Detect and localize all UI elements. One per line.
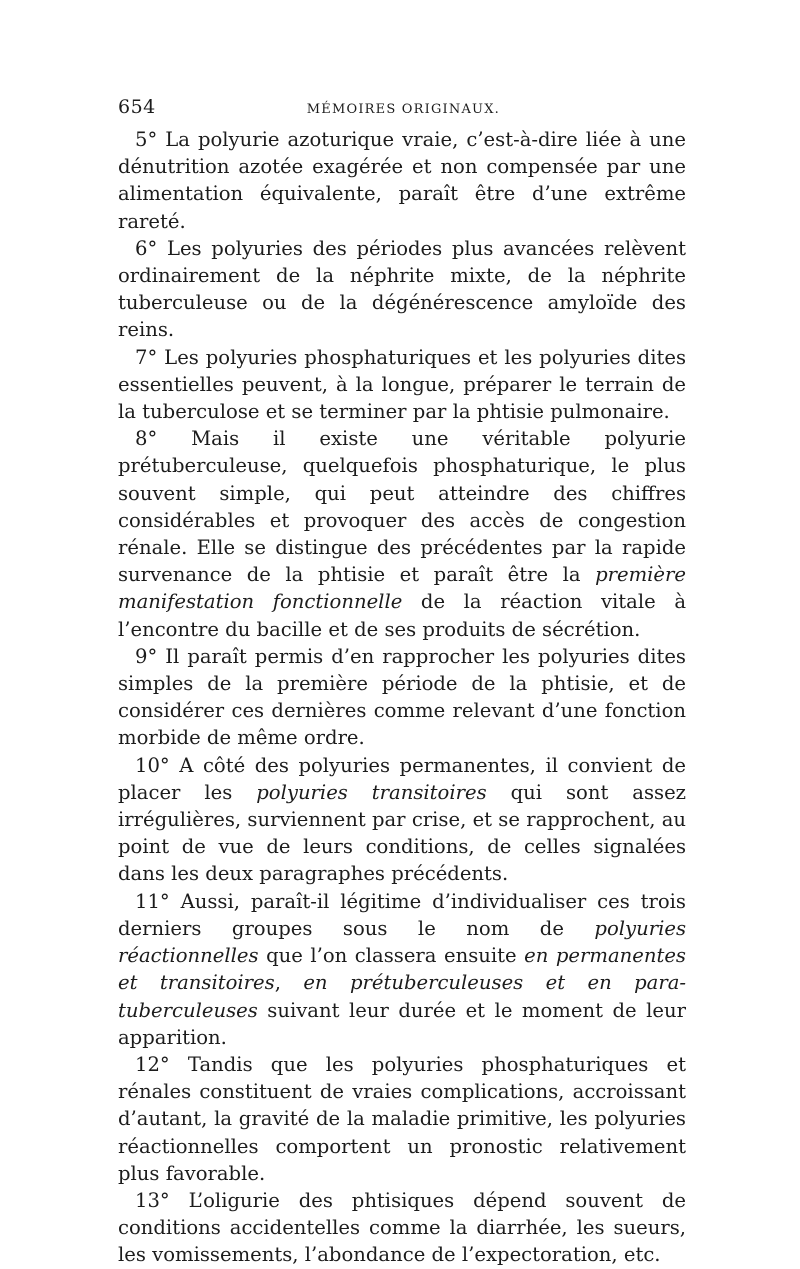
- paragraph-number: 6°: [135, 236, 158, 260]
- paragraph-text: A côté des polyuries permanentes, il convient de placer les: [118, 753, 686, 804]
- body-text: [118, 126, 686, 1269]
- italic-term: polyuries transitoires: [256, 780, 487, 804]
- conclusion-paragraph: [118, 126, 686, 235]
- paragraph-text: que l’on classera ensuite: [258, 944, 525, 968]
- paragraph-text: Aussi, paraît-il légitime d’individualiser ces trois derniers groupes sous le nom de: [118, 889, 686, 940]
- paragraph-text: Les polyuries des périodes plus avancées relèvent ordinairement de la néphrite mixte, de la néphrite tuberculeuse ou de la dégénérescence amyloïde des reins.: [118, 236, 686, 342]
- conclusion-paragraph: [118, 1051, 686, 1187]
- paragraph-text: Il paraît permis d’en rapprocher les polyuries dites simples de la première période de la phtisie, et de considérer ces dernières comme relevant d’une fonction morbide de même ordre.: [118, 644, 686, 750]
- paragraph-number: 12°: [135, 1052, 170, 1076]
- paragraph-text: de la réaction vitale à l’encontre du bacille et de ses produits de sécrétion.: [118, 590, 686, 641]
- paragraph-number: 13°: [135, 1188, 170, 1212]
- conclusion-paragraph: [118, 643, 686, 752]
- paragraph-text: Mais il existe une véritable polyurie prétuberculeuse, quelquefois phosphaturique, le plus souvent simple, qui peut atteindre des chiffres considérables et provoquer des accès de congestion rénale. Elle se distingue des précédentes par la rapide survenance de la phtisie et paraît être la: [118, 427, 686, 587]
- italic-term: polyuries réactionnelles: [118, 916, 686, 968]
- paragraph-text: Tandis que les polyuries phosphaturiques et rénales constituent de vraies complications, accroissant d’autant, la gravité de la maladie primitive, les polyuries réactionnelles comportent un pronostic relativement plus favorable.: [118, 1052, 686, 1185]
- running-head: [118, 96, 686, 126]
- conclusion-paragraph: [118, 752, 686, 888]
- conclusion-paragraph: [118, 425, 686, 643]
- paragraph-text: suivant leur durée et le moment de leur apparition.: [118, 998, 686, 1049]
- conclusion-paragraph: [118, 888, 686, 1051]
- conclusion-paragraph: [118, 344, 686, 426]
- paragraph-text: L’oligurie des phtisiques dépend souvent de conditions accidentelles comme la diarrhée, les sueurs, les vomissements, l’abondance de l’expectoration, etc.: [118, 1188, 686, 1267]
- italic-term: en prétuberculeuses et en para-tuberculeuses: [118, 971, 686, 1022]
- paragraph-number: 8°: [135, 427, 158, 451]
- paragraph-number: 7°: [135, 345, 158, 369]
- book-page: [118, 96, 686, 1269]
- conclusion-paragraph: [118, 235, 686, 344]
- paragraph-text: Les polyuries phosphaturiques et les polyuries dites essentielles peuvent, à la longue, préparer le terrain de la tuberculose et se terminer par la phtisie pulmonaire.: [118, 345, 686, 424]
- paragraph-text: La polyurie azoturique vraie, c’est-à-dire liée à une dénutrition azotée exagérée et non compensée par une alimentation équivalente, paraît être d’une extrême rareté.: [118, 128, 686, 233]
- paragraph-text: ,: [274, 971, 304, 995]
- paragraph-number: 5°: [135, 128, 158, 151]
- paragraph-number: 11°: [135, 889, 170, 913]
- paragraph-text: qui sont assez irrégulières, surviennent par crise, et se rapprochent, au point de vue de leurs conditions, de celles signalées dans les deux paragraphes précédents.: [118, 780, 686, 886]
- paragraph-number: 9°: [135, 644, 158, 668]
- italic-term: première manifestation fonctionnelle: [118, 563, 686, 614]
- page-number: 654: [118, 96, 156, 118]
- paragraph-number: 10°: [135, 753, 170, 777]
- conclusion-paragraph: [118, 1187, 686, 1269]
- italic-term: en permanentes et transitoires: [118, 944, 686, 995]
- running-title: MÉMOIRES ORIGINAUX.: [306, 102, 500, 117]
